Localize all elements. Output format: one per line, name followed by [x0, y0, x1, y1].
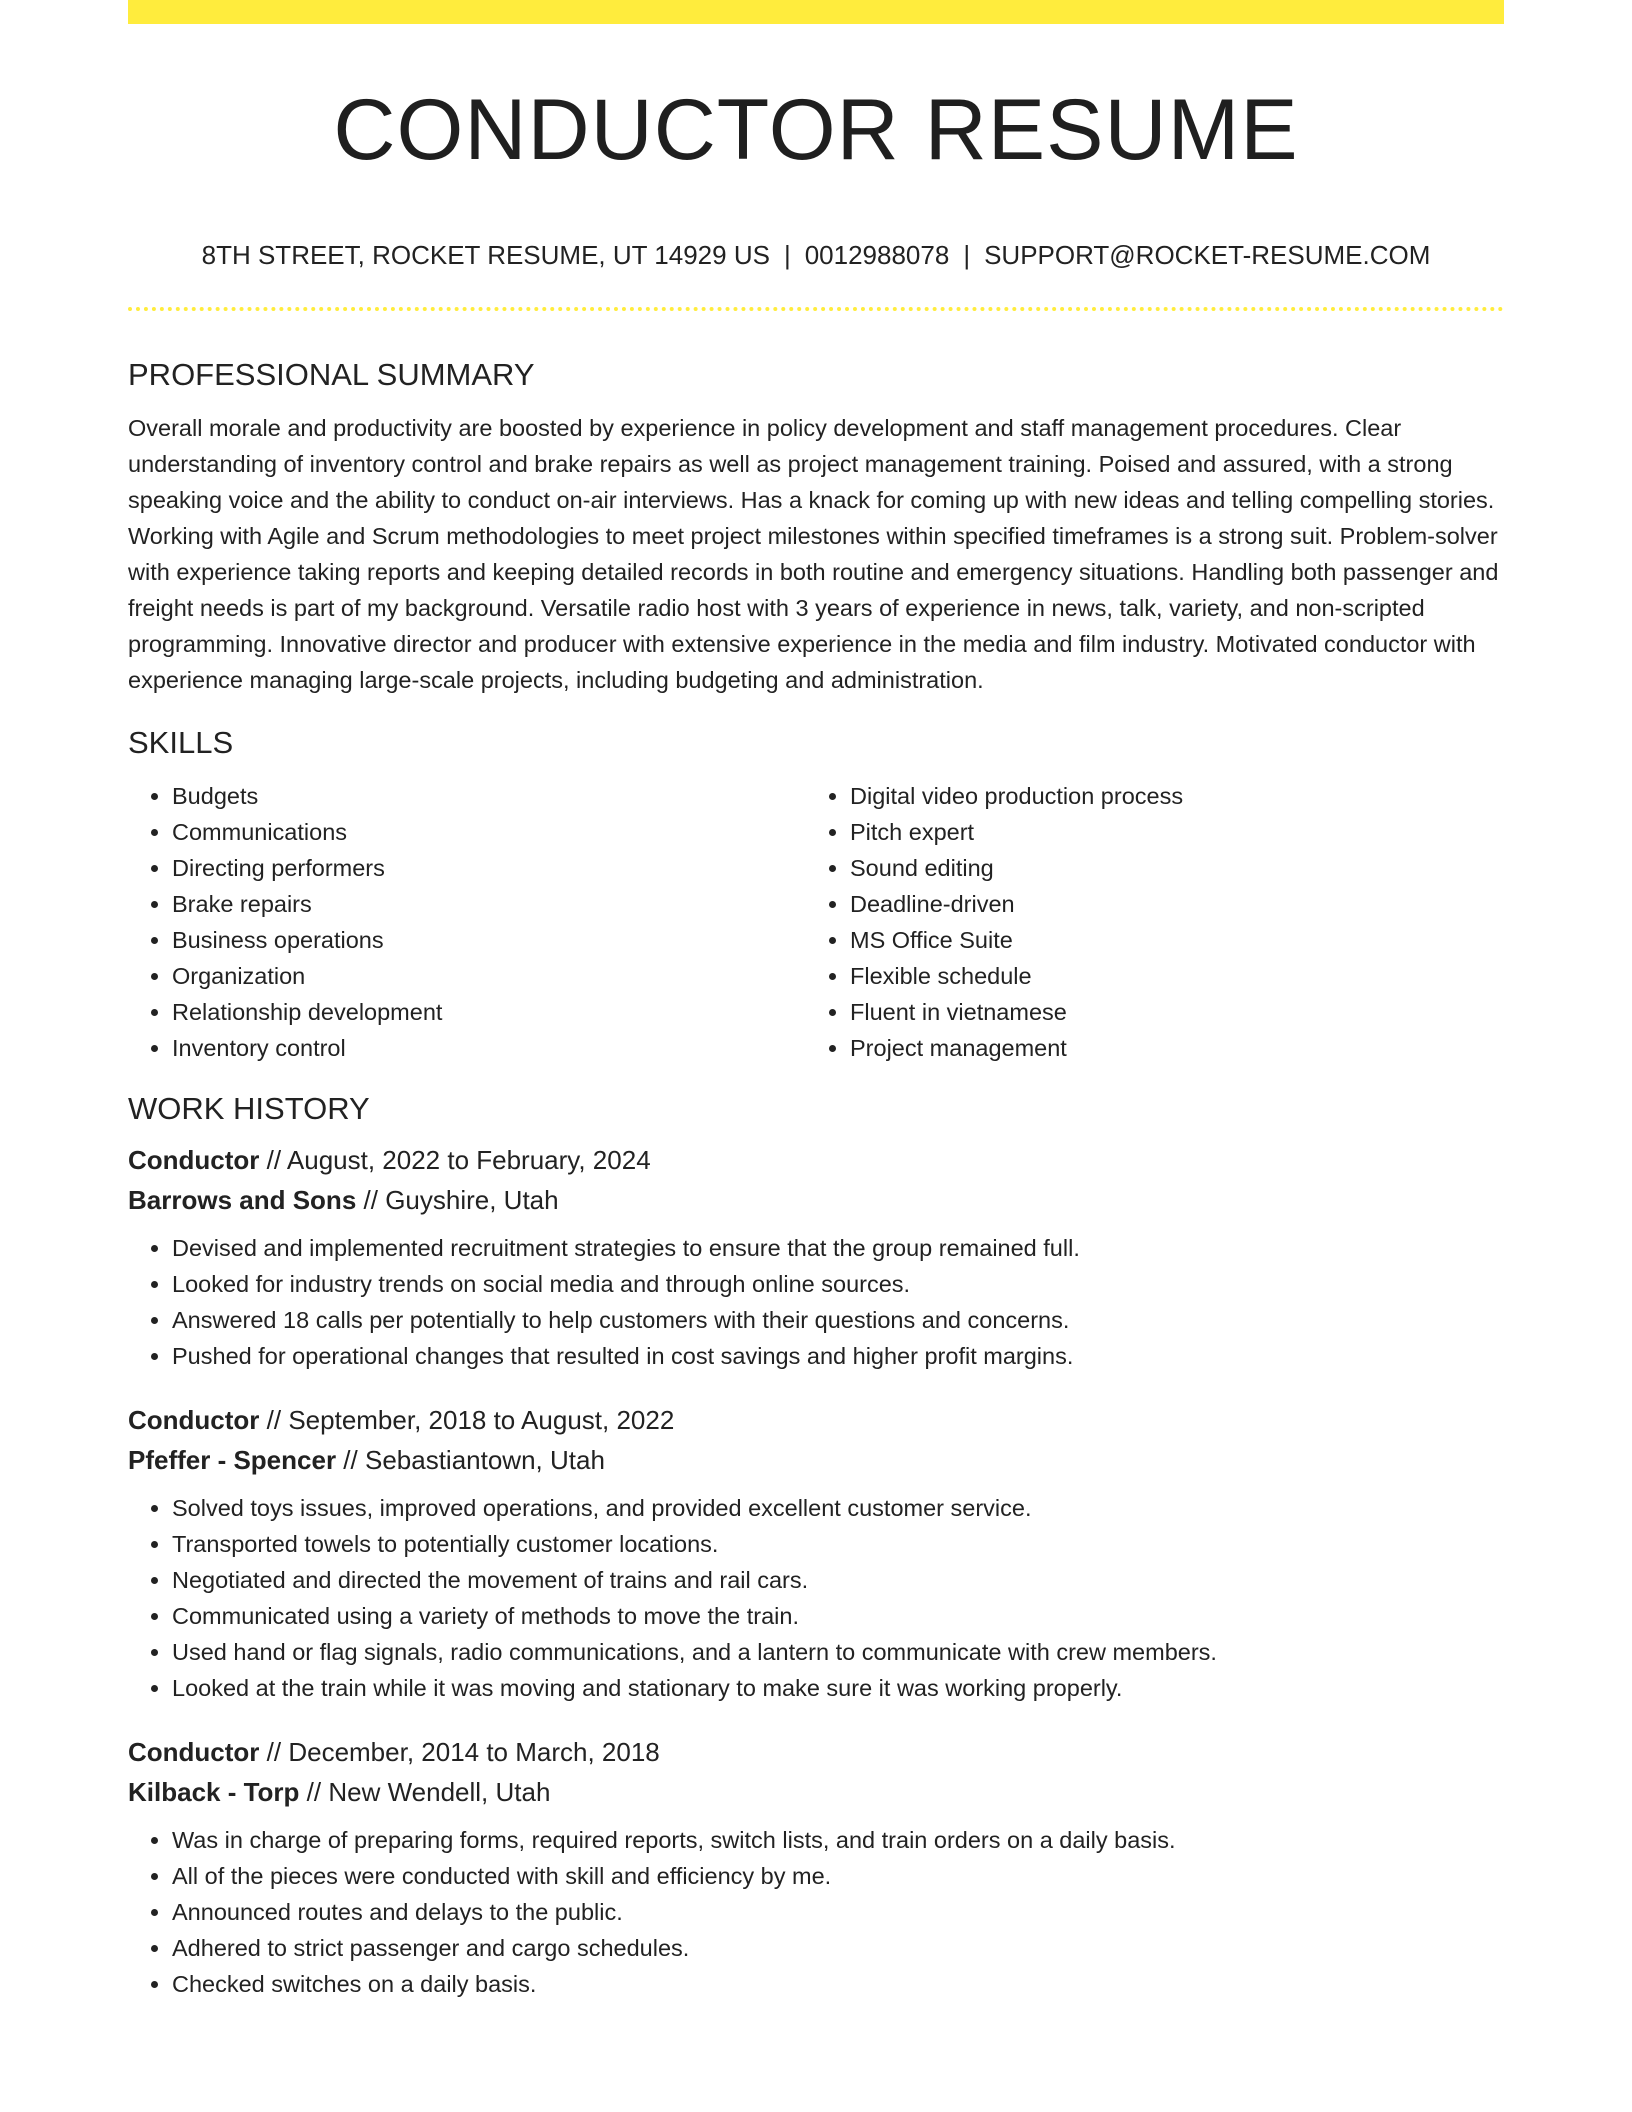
job-company: Kilback - Torp — [128, 1777, 300, 1807]
skill-item: • MS Office Suite — [850, 922, 1484, 958]
skill-item: • Fluent in vietnamese — [850, 994, 1484, 1030]
resume-content — [128, 350, 1504, 2002]
job-dates: August, 2022 to February, 2024 — [286, 1145, 651, 1175]
job-bullet: • Adhered to strict passenger and cargo schedules. — [172, 1930, 1504, 1966]
skill-item: • Communications — [172, 814, 806, 850]
skill-item: • Pitch expert — [850, 814, 1484, 850]
dotted-divider — [128, 307, 1504, 311]
job-company: Barrows and Sons — [128, 1185, 357, 1215]
accent-bar — [128, 0, 1504, 24]
job-company-line — [128, 1440, 1504, 1480]
job-bullet: • Pushed for operational changes that resulted in cost savings and higher profit margins. — [172, 1338, 1504, 1374]
job-location: Guyshire, Utah — [385, 1185, 559, 1215]
job-divider: // — [259, 1145, 287, 1175]
job-bullet: • Communicated using a variety of methods to move the train. — [172, 1598, 1504, 1634]
job-location: Sebastiantown, Utah — [364, 1445, 605, 1475]
job-dates: September, 2018 to August, 2022 — [288, 1405, 675, 1435]
job-company-line — [128, 1772, 1504, 1812]
job-bullet: • Negotiated and directed the movement of trains and rail cars. — [172, 1562, 1504, 1598]
summary-heading: PROFESSIONAL SUMMARY — [128, 357, 535, 392]
job-divider: // — [259, 1737, 289, 1767]
skill-item: • Business operations — [172, 922, 806, 958]
job-company-line — [128, 1180, 1504, 1220]
skill-item: • Budgets — [172, 778, 806, 814]
contact-separator: | — [783, 240, 791, 270]
skill-item: • Flexible schedule — [850, 958, 1484, 994]
job-role: Conductor — [128, 1145, 260, 1175]
skills-heading: SKILLS — [128, 725, 234, 760]
job-role: Conductor — [128, 1737, 260, 1767]
job-divider: // — [259, 1405, 289, 1435]
job-bullet: • Used hand or flag signals, radio communications, and a lantern to communicate with crew members. — [172, 1634, 1504, 1670]
job-role-line — [128, 1140, 1504, 1180]
job-divider: // — [356, 1185, 386, 1215]
job-role-line — [128, 1400, 1504, 1440]
skill-item: • Inventory control — [172, 1030, 806, 1066]
job-bullet: • Was in charge of preparing forms, required reports, switch lists, and train orders on a daily basis. — [172, 1822, 1504, 1858]
skill-item: • Digital video production process — [850, 778, 1484, 814]
job-bullets — [128, 1490, 1504, 1706]
job-location: New Wendell, Utah — [328, 1777, 551, 1807]
summary-text: Overall morale and productivity are boosted by experience in policy development and staff management procedures. Clear understanding of inventory control and brake repairs as well as project management training. Poised and assured, with a strong speaking voice and the ability to conduct on-air interviews. Has a knack for coming up with new ideas and telling compelling stories. Working with Agile and Scrum methodologies to meet project milestones within specified timeframes is a strong suit. Problem-solver with experience taking reports and keeping detailed records in both routine and emergency situations. Handling both passenger and freight needs is part of my background. Versatile radio host with 3 years of experience in news, talk, variety, and non-scripted programming. Innovative director and producer with extensive experience in the media and film industry. Motivated conductor with experience managing large-scale projects, including budgeting and administration. — [128, 415, 1499, 693]
skill-item: • Deadline-driven — [850, 886, 1484, 922]
skill-item: • Relationship development — [172, 994, 806, 1030]
address-text: 8TH STREET, ROCKET RESUME, UT 14929 US — [201, 240, 770, 270]
job-entry — [128, 1140, 1504, 1374]
job-entry — [128, 1400, 1504, 1706]
job-bullet: • Looked for industry trends on social media and through online sources. — [172, 1266, 1504, 1302]
skills-columns — [128, 778, 1504, 1066]
job-bullet: • Announced routes and delays to the public. — [172, 1894, 1504, 1930]
job-divider: // — [336, 1445, 365, 1475]
job-bullet: • All of the pieces were conducted with skill and efficiency by me. — [172, 1858, 1504, 1894]
resume-page — [128, 0, 1504, 2112]
skill-item: • Project management — [850, 1030, 1484, 1066]
skill-item: • Brake repairs — [172, 886, 806, 922]
job-bullets — [128, 1230, 1504, 1374]
job-company: Pfeffer - Spencer — [128, 1445, 337, 1475]
email-text: SUPPORT@ROCKET-RESUME.COM — [984, 240, 1431, 270]
contact-separator: | — [963, 240, 971, 270]
job-bullet: • Answered 18 calls per potentially to help customers with their questions and concerns. — [172, 1302, 1504, 1338]
phone-text: 0012988078 — [804, 240, 950, 270]
work-history-heading: WORK HISTORY — [128, 1091, 370, 1126]
job-bullet: • Checked switches on a daily basis. — [172, 1966, 1504, 2002]
job-dates: December, 2014 to March, 2018 — [288, 1737, 660, 1767]
job-bullet: • Looked at the train while it was moving and stationary to make sure it was working properly. — [172, 1670, 1504, 1706]
work-history-list — [128, 1140, 1504, 2002]
job-bullet: • Devised and implemented recruitment strategies to ensure that the group remained full. — [172, 1230, 1504, 1266]
job-entry — [128, 1732, 1504, 2002]
job-divider: // — [299, 1777, 329, 1807]
job-bullet: • Transported towels to potentially customer locations. — [172, 1526, 1504, 1562]
job-role-line — [128, 1732, 1504, 1772]
contact-line — [128, 238, 1504, 272]
resume-title: CONDUCTOR RESUME — [333, 82, 1299, 178]
skills-list-left — [128, 778, 806, 1066]
skill-item: • Organization — [172, 958, 806, 994]
job-bullet: • Solved toys issues, improved operations, and provided excellent customer service. — [172, 1490, 1504, 1526]
job-bullets — [128, 1822, 1504, 2002]
skill-item: • Sound editing — [850, 850, 1484, 886]
skills-list-right — [806, 778, 1484, 1066]
skill-item: • Directing performers — [172, 850, 806, 886]
job-role: Conductor — [128, 1405, 260, 1435]
